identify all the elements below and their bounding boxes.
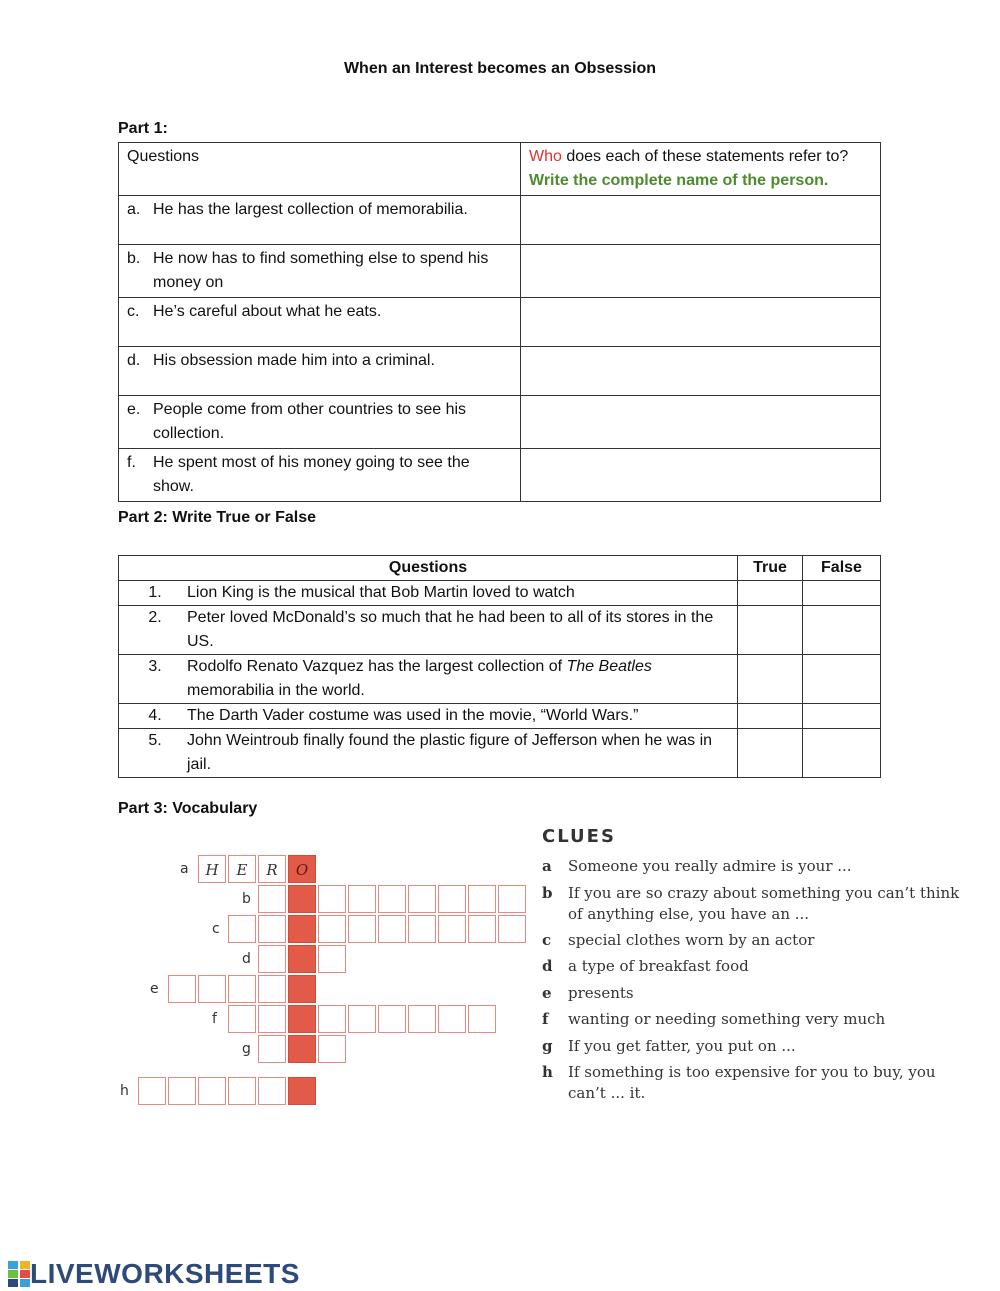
document-title: When an Interest becomes an Obsession [343, 60, 657, 77]
part2-header-questions: Questions [119, 556, 738, 581]
crossword-label-a: a [180, 861, 189, 877]
header-green-instruction: Write the complete name of the person. [529, 172, 829, 189]
liveworksheets-logo [8, 1258, 300, 1290]
part2-statement: 3. Rodolfo Renato Vazquez has the largest collection of The Beatles memorabilia in the world. [119, 655, 738, 704]
crossword-cell[interactable] [468, 915, 496, 943]
crossword-key-cell[interactable] [288, 945, 316, 973]
crossword-cell[interactable]: E [228, 855, 256, 883]
part1-question: a. He has the largest collection of memorabilia. [119, 196, 521, 245]
crossword-cell[interactable] [138, 1077, 166, 1105]
part1-answer-cell[interactable] [521, 396, 881, 449]
crossword-cell[interactable] [408, 885, 436, 913]
crossword-cell[interactable] [348, 885, 376, 913]
crossword-cell[interactable] [318, 1005, 346, 1033]
part3-label: Part 3: Vocabulary [118, 800, 258, 817]
crossword-cell[interactable] [318, 1035, 346, 1063]
crossword-cell[interactable] [198, 975, 226, 1003]
part1-answer-cell[interactable] [521, 449, 881, 502]
crossword-label-e: e [150, 981, 159, 997]
part2-statement: 4. The Darth Vader costume was used in the movie, “World Wars.” [119, 704, 738, 729]
crossword-key-cell[interactable] [288, 1077, 316, 1105]
part1-question: e. People come from other countries to see his collection. [119, 396, 521, 449]
clue-h: h If something is too expensive for you to buy, you can’t ... it. [542, 1063, 936, 1102]
clue-c: c special clothes worn by an actor [542, 931, 815, 949]
false-cell[interactable] [803, 704, 881, 729]
crossword-cell[interactable] [318, 945, 346, 973]
crossword-label-f: f [212, 1011, 217, 1027]
crossword-label-g: g [242, 1041, 251, 1057]
crossword-key-cell[interactable]: O [288, 855, 316, 883]
crossword-cell[interactable] [318, 885, 346, 913]
crossword-label-d: d [242, 951, 251, 967]
crossword-label-c: c [212, 921, 220, 937]
crossword-cell[interactable] [438, 885, 466, 913]
part1-label: Part 1: [118, 120, 168, 137]
crossword-cell[interactable] [468, 885, 496, 913]
part1-header-instructions [521, 143, 881, 196]
crossword-cell[interactable] [378, 915, 406, 943]
false-cell[interactable] [803, 581, 881, 606]
crossword-cell[interactable] [258, 885, 286, 913]
header-rest: does each of these statements refer to? [561, 148, 849, 165]
crossword-cell[interactable] [228, 1005, 256, 1033]
part1-answer-cell[interactable] [521, 298, 881, 347]
crossword-cell[interactable] [408, 1005, 436, 1033]
crossword-label-h: h [120, 1083, 129, 1099]
false-cell[interactable] [803, 606, 881, 655]
part1-answer-cell[interactable] [521, 245, 881, 298]
crossword-cell[interactable] [198, 1077, 226, 1105]
crossword-cell[interactable] [408, 915, 436, 943]
crossword-cell[interactable] [228, 915, 256, 943]
logo-blocks-icon [8, 1261, 30, 1287]
true-cell[interactable] [738, 704, 803, 729]
true-cell[interactable] [738, 581, 803, 606]
part1-answer-cell[interactable] [521, 196, 881, 245]
crossword-cell[interactable] [258, 1077, 286, 1105]
crossword-cell[interactable] [498, 885, 526, 913]
logo-text: LIVEWORKSHEETS [30, 1258, 300, 1289]
clue-e: e presents [542, 984, 634, 1002]
part1-header-questions: Questions [119, 143, 521, 196]
crossword-cell[interactable] [258, 915, 286, 943]
crossword-label-b: b [242, 891, 251, 907]
clue-f: f wanting or needing something very much [542, 1010, 886, 1028]
crossword-key-cell[interactable] [288, 1005, 316, 1033]
crossword-cell[interactable] [318, 915, 346, 943]
part2-label: Part 2: Write True or False [118, 509, 316, 526]
crossword-cell[interactable]: H [198, 855, 226, 883]
clue-g: g If you get fatter, you put on ... [542, 1037, 796, 1055]
true-cell[interactable] [738, 606, 803, 655]
crossword-cell[interactable]: R [258, 855, 286, 883]
part2-header-true: True [738, 556, 803, 581]
crossword-cell[interactable] [258, 975, 286, 1003]
crossword-cell[interactable] [168, 975, 196, 1003]
clues-title: CLUES [542, 826, 616, 847]
true-cell[interactable] [738, 729, 803, 778]
crossword-key-cell[interactable] [288, 885, 316, 913]
part2-header-false: False [803, 556, 881, 581]
crossword-grid[interactable] [0, 0, 540, 1110]
crossword-cell[interactable] [438, 915, 466, 943]
part2-statement: 2. Peter loved McDonald’s so much that he had been to all of its stores in the US. [119, 606, 738, 655]
true-cell[interactable] [738, 655, 803, 704]
clue-b: b If you are so crazy about something you can’t think of anything else, you have an ... [542, 884, 960, 923]
part1-question: c. He’s careful about what he eats. [119, 298, 521, 347]
false-cell[interactable] [803, 729, 881, 778]
clue-a: a Someone you really admire is your ... [542, 857, 852, 875]
crossword-key-cell[interactable] [288, 915, 316, 943]
part1-question: d. His obsession made him into a criminal. [119, 347, 521, 396]
crossword-cell[interactable] [468, 1005, 496, 1033]
crossword-cell[interactable] [348, 1005, 376, 1033]
crossword-cell[interactable] [348, 915, 376, 943]
crossword-key-cell[interactable] [288, 975, 316, 1003]
clue-d: d a type of breakfast food [542, 957, 749, 975]
crossword-cell[interactable] [228, 1077, 256, 1105]
false-cell[interactable] [803, 655, 881, 704]
crossword-key-cell[interactable] [288, 1035, 316, 1063]
crossword-cell[interactable] [378, 1005, 406, 1033]
part1-answer-cell[interactable] [521, 347, 881, 396]
crossword-cell[interactable] [168, 1077, 196, 1105]
crossword-cell[interactable] [438, 1005, 466, 1033]
part2-statement: 5. John Weintroub finally found the plastic figure of Jefferson when he was in jail. [119, 729, 738, 778]
crossword-cell[interactable] [258, 1005, 286, 1033]
crossword-cell[interactable] [258, 1035, 286, 1063]
crossword-cell[interactable] [498, 915, 526, 943]
part1-question: b. He now has to find something else to spend his money on [119, 245, 521, 298]
part1-question: f. He spent most of his money going to see the show. [119, 449, 521, 502]
crossword-cell[interactable] [258, 945, 286, 973]
who-word: Who [529, 148, 562, 165]
crossword-cell[interactable] [228, 975, 256, 1003]
part2-statement: 1. Lion King is the musical that Bob Martin loved to watch [119, 581, 738, 606]
crossword-cell[interactable] [378, 885, 406, 913]
